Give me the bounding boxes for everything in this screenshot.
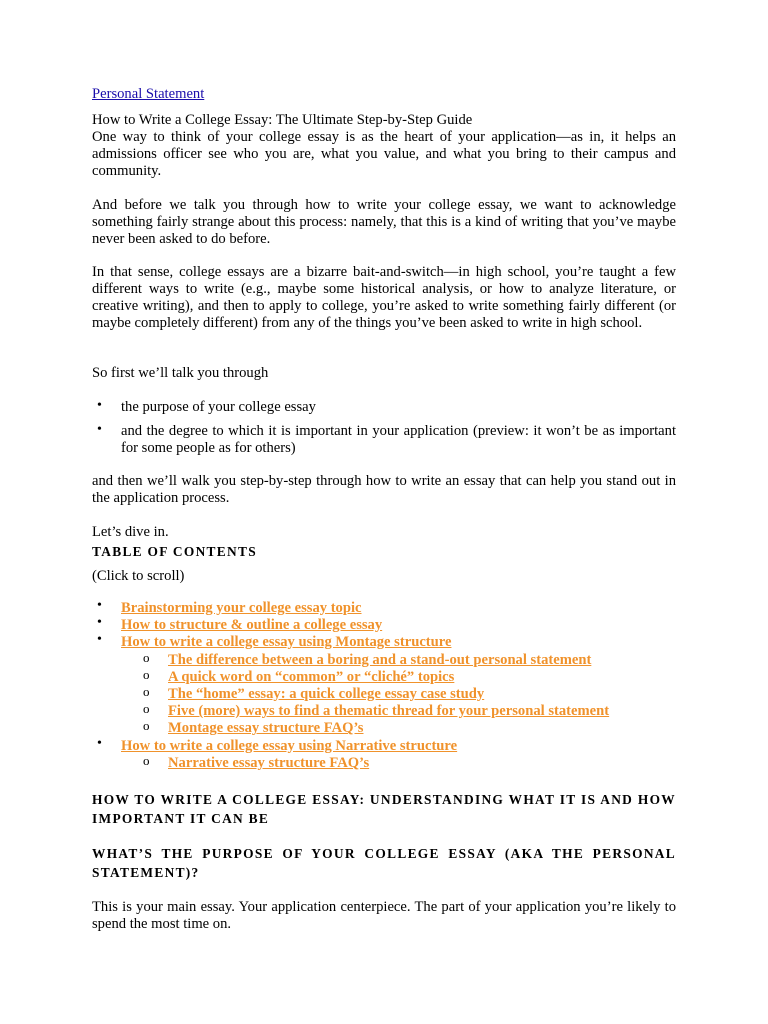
list-item xyxy=(92,423,676,457)
toc-link-brainstorming[interactable]: Brainstorming your college essay topic xyxy=(121,600,362,616)
intro-paragraph-2: And before we talk you through how to write your college essay, we want to acknowledge something fairly strange about this process: namely, that this is a kind of writing that you’ve maybe never been asked to do before. xyxy=(92,197,676,247)
toc-link-structure[interactable]: How to structure & outline a college essay xyxy=(121,617,383,634)
toc-item-thematic-thread xyxy=(92,703,676,720)
bullet-icon: • xyxy=(97,598,102,613)
personal-statement-link[interactable]: Personal Statement xyxy=(92,86,205,102)
bullet-icon: • xyxy=(97,398,102,413)
toc-hint: (Click to scroll) xyxy=(92,568,185,584)
toc-item-narrative-faq xyxy=(92,752,676,772)
toc-item-montage xyxy=(92,634,676,651)
section-heading-purpose: WHAT’S THE PURPOSE OF YOUR COLLEGE ESSAY (AKA THE PERSONAL STATEMENT)? xyxy=(92,846,676,880)
bullet-icon: • xyxy=(97,735,102,751)
table-of-contents xyxy=(92,600,676,772)
toc-item-common-topics xyxy=(92,666,676,686)
toc-link-thematic-thread[interactable]: Five (more) ways to find a thematic thread for your personal statement xyxy=(168,703,610,720)
toc-item-brainstorming xyxy=(92,600,676,617)
toc-item-home-essay xyxy=(92,686,676,703)
document-title: How to Write a College Essay: The Ultimate Step-by-Step Guide xyxy=(92,112,473,128)
toc-link-montage[interactable]: How to write a college essay using Montage structure xyxy=(121,634,452,651)
intro-paragraph-5: and then we’ll walk you step-by-step through how to write an essay that can help you stand out in the application process. xyxy=(92,473,676,506)
intro-bullet-list xyxy=(92,399,676,464)
circle-bullet-icon: o xyxy=(143,718,150,734)
toc-item-difference xyxy=(92,649,676,669)
intro-paragraph-6: Let’s dive in. xyxy=(92,524,169,540)
toc-heading: TABLE OF CONTENTS xyxy=(92,544,257,559)
section-paragraph-1: This is your main essay. Your application centerpiece. The part of your application you’re likely to spend the most time on. xyxy=(92,899,676,932)
list-item-text: and the degree to which it is important in your application (preview: it won’t be as important for some people as for others) xyxy=(121,423,676,456)
toc-link-home-essay[interactable]: The “home” essay: a quick college essay case study xyxy=(168,686,485,703)
list-item xyxy=(92,399,676,416)
toc-link-montage-faq[interactable]: Montage essay structure FAQ’s xyxy=(168,720,364,737)
circle-bullet-icon: o xyxy=(143,649,150,665)
section-heading-understanding: HOW TO WRITE A COLLEGE ESSAY: UNDERSTANDING WHAT IT IS AND HOW IMPORTANT IT CAN BE xyxy=(92,792,676,826)
circle-bullet-icon: o xyxy=(143,666,150,682)
toc-item-montage-faq xyxy=(92,720,676,737)
bullet-icon: • xyxy=(97,615,102,631)
bullet-icon: • xyxy=(97,632,102,648)
intro-paragraph-1: One way to think of your college essay is as the heart of your application—as in, it helps an admissions officer see who you are, what you value, and what you bring to their campus and community. xyxy=(92,129,676,179)
toc-link-common-topics[interactable]: A quick word on “common” or “cliché” topics xyxy=(168,668,455,685)
toc-item-narrative xyxy=(92,735,676,755)
toc-item-structure xyxy=(92,617,676,634)
intro-paragraph-3: In that sense, college essays are a bizarre bait-and-switch—in high school, you’re taught a few different ways to write (e.g., maybe some historical analysis, or how to analyze literature, or creative writing), and then to apply to college, you’re asked to write something fairly different (or maybe completely different) from any of the things you’ve been asked to write in high school. xyxy=(92,264,676,331)
circle-bullet-icon: o xyxy=(143,684,150,700)
toc-link-difference[interactable]: The difference between a boring and a stand-out personal statement xyxy=(168,651,592,668)
intro-paragraph-4: So first we’ll talk you through xyxy=(92,365,269,381)
toc-link-narrative[interactable]: How to write a college essay using Narrative structure xyxy=(121,737,458,754)
circle-bullet-icon: o xyxy=(143,701,150,717)
circle-bullet-icon: o xyxy=(143,752,150,768)
bullet-icon: • xyxy=(97,422,102,437)
list-item-text: the purpose of your college essay xyxy=(121,399,316,415)
toc-link-narrative-faq[interactable]: Narrative essay structure FAQ’s xyxy=(168,754,370,771)
